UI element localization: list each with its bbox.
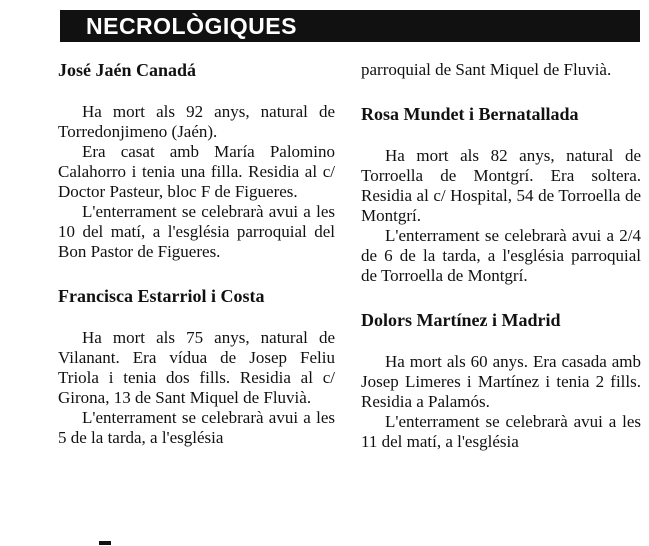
obituary-paragraph: Ha mort als 92 anys, natural de Torredonjimeno (Jaén). [58,102,335,141]
left-column [58,60,335,448]
obituary-paragraph: L'enterrament se celebrarà avui a 2/4 de 6 de la tarda, a l'església parroquial de Torroella de Montgrí. [361,226,641,285]
section-title: NECROLÒGIQUES [60,10,640,42]
obituary-name: Rosa Mundet i Bernatallada [361,104,579,124]
obituary-name: Dolors Martínez i Madrid [361,310,561,330]
obituary-paragraph: Era casat amb María Palomino Calahorro i tenia una filla. Residia al c/ Doctor Pasteur, bloc F de Figueres. [58,142,335,201]
obituary-name: Francisca Estarriol i Costa [58,286,265,306]
obituary [361,310,641,452]
obituary-paragraph: L'enterrament se celebrarà avui a les 10 del matí, a l'església parroquial del Bon Pastor de Figueres. [58,202,335,261]
obituary-paragraph: L'enterrament se celebrarà avui a les 11 del matí, a l'església [361,412,641,451]
obituary-paragraph: L'enterrament se celebrarà avui a les 5 de la tarda, a l'església [58,408,335,447]
obituary [58,286,335,448]
continuation-text: parroquial de Sant Miquel de Fluvià. [361,60,612,79]
print-mark [99,541,111,545]
obituary-name: José Jaén Canadá [58,60,197,80]
right-column [361,60,641,452]
obituary-paragraph: Ha mort als 75 anys, natural de Vilanant. Era vídua de Josep Feliu Triola i tenia dos fills. Residia al c/ Girona, 13 de Sant Miquel de Fluvià. [58,328,335,407]
obituary [361,104,641,286]
obituary-paragraph: Ha mort als 60 anys. Era casada amb Josep Limeres i Martínez i tenia 2 fills. Residia a Palamós. [361,352,641,411]
obituary [58,60,335,262]
obituary-paragraph: Ha mort als 82 anys, natural de Torroella de Montgrí. Era soltera. Residia al c/ Hospital, 54 de Torroella de Montgrí. [361,146,641,225]
